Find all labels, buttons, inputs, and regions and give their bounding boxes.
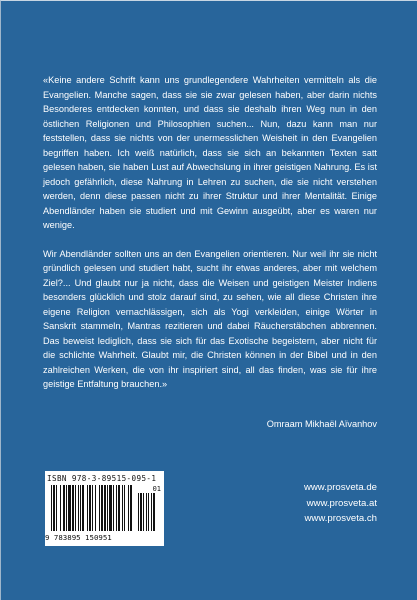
barcode-bar (109, 485, 112, 531)
isbn-barcode-box (45, 471, 164, 546)
barcode-bar (118, 485, 120, 531)
barcode-bar (63, 485, 65, 531)
barcode-addon-bar (146, 493, 147, 531)
barcode-addon-bar (140, 493, 142, 531)
author-name: Omraam Mikhaël Aïvanhov (266, 419, 377, 429)
website-de: www.prosveta.de (303, 482, 377, 493)
barcode-bar (80, 485, 81, 531)
barcode-addon-bar (138, 493, 139, 531)
website-list (304, 480, 377, 527)
barcode-bar (113, 485, 114, 531)
barcode-bar (82, 485, 84, 531)
barcode-bar (89, 485, 91, 531)
barcode-bar (51, 485, 52, 531)
barcode-digits: 9 783895 150951 (45, 533, 112, 542)
quote-block (43, 73, 377, 392)
website-at: www.prosveta.at (306, 497, 377, 509)
barcode-addon-image (138, 493, 160, 533)
barcode-bar (53, 485, 55, 531)
quote-paragraph-2: Wir Abendländer sollten uns an den Evangelien orientieren. Nur weil ihr sie nicht gründlich gelesen und studiert habt, sucht ihr etwas anderes, aber mit welchem Ziel?... Und glaubt nur ja nicht, dass die Weisen und geistigen Meister Indiens besonders glücklich und stolz darauf sind, zu sehen, wie all diese Christen ihre eigene Religion vernachlässigen, sich als Yogi verkleiden, einige Wörter in Sanskrit stammeln, Mantras rezitieren und dabei Räucherstäbchen abbrennen. Das beweist lediglich, dass sie sich für das Exotische begeistern, aber nicht für die schlichte Wahrheit. Glaubt mir, die Christen können in der Bibel und in den zahlreichen Werken, die von ihr inspiriert sind, all das finden, was sie für ihre geistige Entfaltung brauchen.» (43, 248, 377, 389)
barcode-bar (99, 485, 100, 531)
barcode-bar (122, 485, 123, 531)
website-ch: www.prosveta.ch (304, 513, 377, 524)
barcode-bar (66, 485, 67, 531)
barcode-addon-bar (143, 493, 144, 531)
barcode-bar (78, 485, 79, 531)
barcode-bar (95, 485, 96, 531)
barcode-bar (68, 485, 71, 531)
barcode-bar (56, 485, 57, 531)
barcode-bar (87, 485, 88, 531)
barcode-bar (75, 485, 76, 531)
barcode-addon-bar (151, 493, 152, 531)
barcode-addon-bar (153, 493, 155, 531)
barcode-image (51, 485, 133, 533)
barcode-bar (130, 485, 132, 531)
barcode-bar (101, 485, 103, 531)
barcode-bar (92, 485, 93, 531)
barcode-bar (107, 485, 108, 531)
quote-paragraph-1: «Keine andere Schrift kann uns grundlegendere Wahrheiten vermitteln als die Evangelien. Manche sagen, dass sie sie zwar gelesen haben, aber darin nichts Besonderes entdecken konnten, und dass sie deshalb ihren Weg nun in den östlichen Religionen und Philosophien suchen... Nun, dazu kann man nur feststellen, dass sie nichts von der unermesslichen Weisheit in den Evangelien begriffen haben. Ich weiß natürlich, dass sie sich an bekannten Texten satt gelesen haben, sie haben Lust auf Abwechslung in ihrer geistigen Nahrung. Es ist jedoch gefährlich, diese Nahrung in Lehren zu suchen, die sie nicht verstehen werden, denn diese passen nicht zu ihrer Struktur und ihrer Mentalität. Einige Abendländer haben sie studiert und mit Gewinn ausgeübt, aber es waren nur wenige. (43, 75, 377, 230)
barcode-bar (116, 485, 117, 531)
barcode-bar (60, 485, 61, 531)
barcode-bar (72, 485, 74, 531)
barcode-bar (128, 485, 129, 531)
barcode-bar (104, 485, 106, 531)
barcode-addon-bar (148, 493, 149, 531)
barcode-addon-digits: 01 (152, 485, 161, 493)
isbn-label: ISBN 978-3-89515-095-1 (47, 474, 157, 483)
barcode-bar (124, 485, 125, 531)
